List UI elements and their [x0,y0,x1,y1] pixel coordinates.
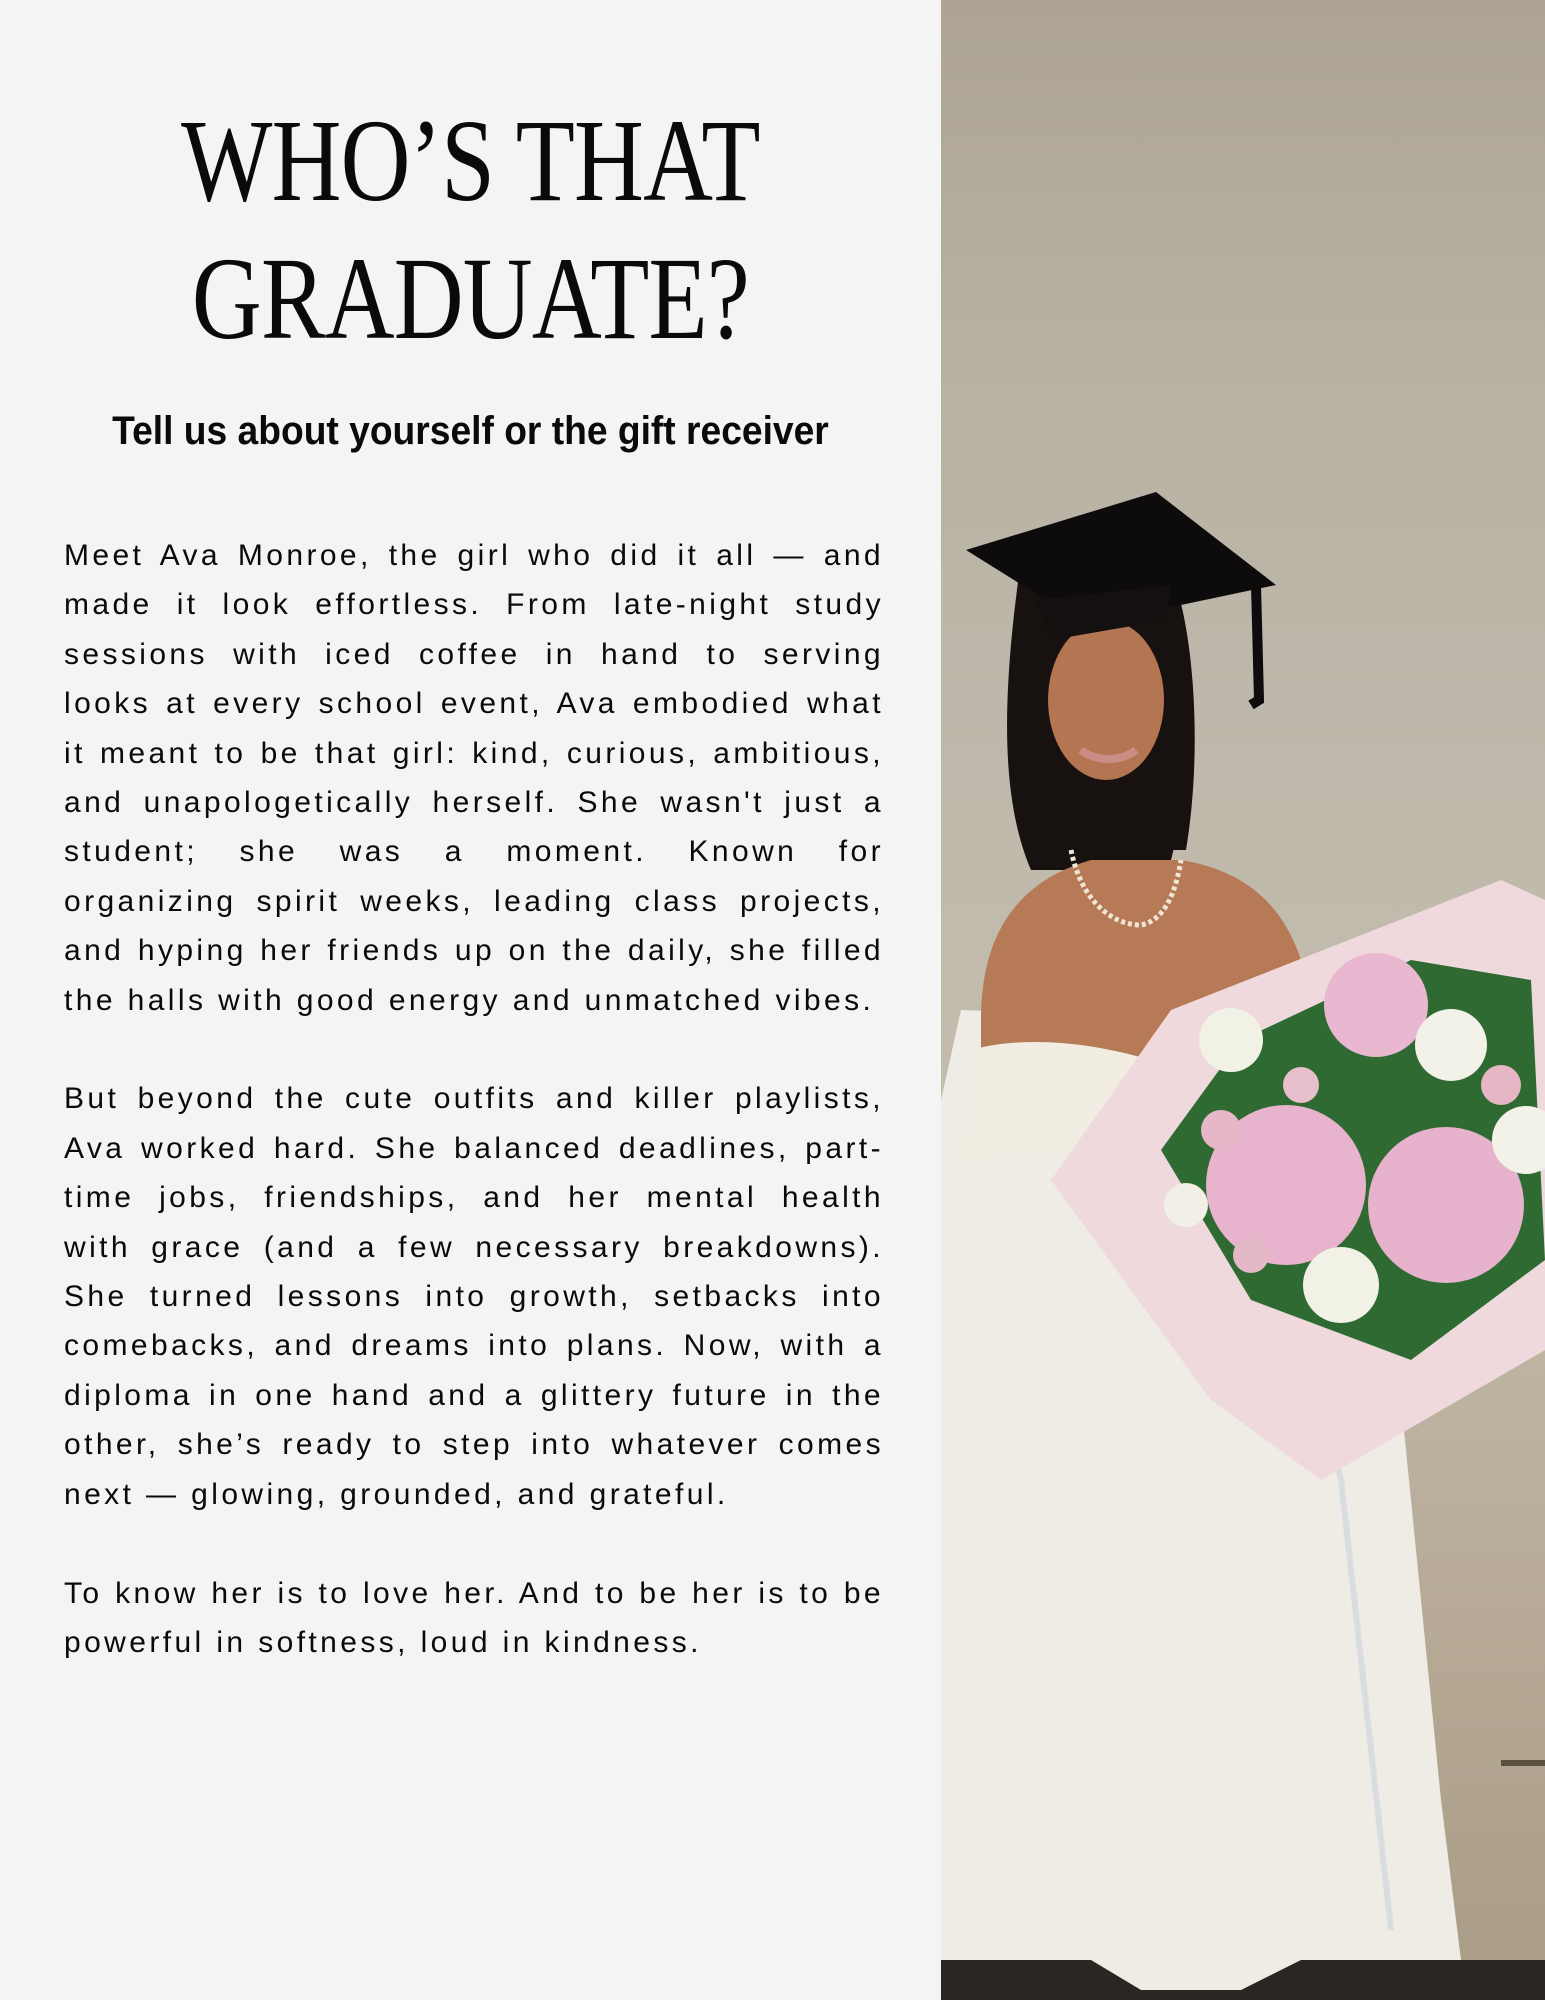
title-line-2: GRADUATE? [191,233,749,364]
title-line-1: WHO’S THAT [181,95,760,226]
bio-paragraph-3: To know her is to love her. And to be her is to be powerful in softness, loud in kindness. [64,1576,884,1659]
graduate-photo-illustration [941,0,1545,2000]
graduate-photo [941,0,1545,2000]
bio-text [64,531,884,1717]
subtitle: Tell us about yourself or the gift receiver [112,409,829,453]
bio-paragraph-2: But beyond the cute outfits and killer playlists, Ava worked hard. She balanced deadlines, part-time jobs, friendships, and her mental health with grace (and a few necessary breakdowns). She turned lessons into growth, setbacks into comebacks, and dreams into plans. Now, with a diploma in one hand and a glittery future in the other, she’s ready to step into whatever comes next — glowing, grounded, and grateful. [64,1082,884,1511]
bio-paragraph-1: Meet Ava Monroe, the girl who did it all — and made it look effortless. From late-night study sessions with iced coffee in hand to serving looks at every school event, Ava embodied what it meant to be that girl: kind, curious, ambitious, and unapologetically herself. She wasn't just a student; she was a moment. Known for organizing spirit weeks, leading class projects, and hyping her friends up on the daily, she filled the halls with good energy and unmatched vibes. [64,539,884,1017]
page-title [85,92,857,368]
